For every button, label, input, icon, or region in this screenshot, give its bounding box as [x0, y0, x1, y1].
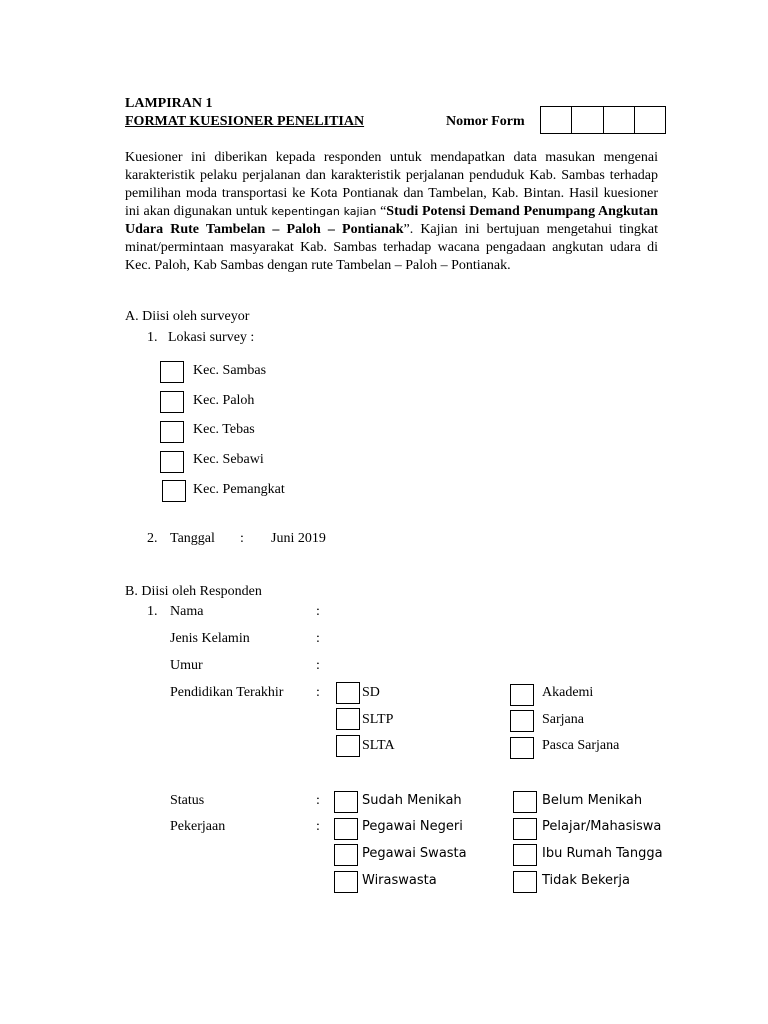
intro-paragraph [125, 149, 658, 275]
survey-location-question: 1. Lokasi survey : [147, 330, 255, 345]
appendix-label: LAMPIRAN 1 [125, 96, 213, 111]
option-sarjana: Sarjana [542, 712, 584, 727]
checkbox-sd[interactable] [336, 682, 360, 704]
checkbox-sltp[interactable] [336, 708, 360, 730]
occupation-colon: : [316, 819, 320, 834]
option-belum-menikah: Belum Menikah [542, 793, 643, 808]
intro-open-quote: “ [376, 204, 387, 219]
form-number-digit[interactable] [604, 107, 635, 133]
option-kec-pemangkat: Kec. Pemangkat [193, 482, 285, 497]
gender-label: Jenis Kelamin [170, 631, 250, 646]
checkbox-sarjana[interactable] [510, 710, 534, 732]
date-colon: : [240, 531, 244, 546]
checkbox-wiraswasta[interactable] [334, 871, 358, 893]
option-pegawai-negeri: Pegawai Negeri [362, 819, 463, 834]
option-kec-tebas: Kec. Tebas [193, 422, 255, 437]
checkbox-belum-menikah[interactable] [513, 791, 537, 813]
checkbox-pegawai-swasta[interactable] [334, 844, 358, 866]
name-label: Nama [170, 604, 204, 619]
section-b-heading: B. Diisi oleh Responden [125, 584, 262, 599]
education-label: Pendidikan Terakhir [170, 685, 284, 700]
checkbox-kec-sebawi[interactable] [160, 451, 184, 473]
option-ibu-rumah-tangga: Ibu Rumah Tangga [542, 846, 663, 861]
option-sltp: SLTP [362, 712, 394, 727]
checkbox-kec-sambas[interactable] [160, 361, 184, 383]
option-wiraswasta: Wiraswasta [362, 873, 437, 888]
status-label: Status [170, 793, 205, 808]
option-sd: SD [362, 685, 380, 700]
name-colon: : [316, 604, 320, 619]
age-colon: : [316, 658, 320, 673]
option-akademi: Akademi [542, 685, 594, 700]
gender-colon: : [316, 631, 320, 646]
option-kec-sebawi: Kec. Sebawi [193, 452, 264, 467]
option-slta: SLTA [362, 738, 395, 753]
occupation-label: Pekerjaan [170, 819, 226, 834]
intro-text-1: Kuesioner ini diberikan kepada responden untuk mendapatkan data masukan mengenai karakteristik pelaku perjalanan dan karakteristik perjalanan penduduk Kab. Sambas terhadap pemilihan moda transportasi ke Kota Pontianak dan Tambelan, Kab. Bintan. Hasil kuesioner ini akan digunakan untuk [125, 150, 658, 219]
checkbox-slta[interactable] [336, 735, 360, 757]
intro-handwritten-text: kepentingan kajian [271, 205, 377, 218]
checkbox-pasca-sarjana[interactable] [510, 737, 534, 759]
document-title: FORMAT KUESIONER PENELITIAN [125, 114, 365, 129]
checkbox-ibu-rumah-tangga[interactable] [513, 844, 537, 866]
option-sudah-menikah: Sudah Menikah [362, 793, 462, 808]
option-pelajar-mahasiswa: Pelajar/Mahasiswa [542, 819, 662, 834]
checkbox-kec-tebas[interactable] [160, 421, 184, 443]
age-label: Umur [170, 658, 203, 673]
status-colon: : [316, 793, 320, 808]
option-pasca-sarjana: Pasca Sarjana [542, 738, 620, 753]
study-title: Studi Potensi Demand Penumpang Angkutan Udara Rute Tambelan – Paloh – Pontianak [125, 204, 658, 237]
checkbox-pelajar-mahasiswa[interactable] [513, 818, 537, 840]
form-number-digit[interactable] [635, 107, 665, 133]
form-number-label: Nomor Form [446, 114, 525, 129]
form-number-digit[interactable] [541, 107, 572, 133]
option-kec-sambas: Kec. Sambas [193, 363, 267, 378]
intro-text-2: ”. Kajian ini bertujuan mengetahui tingkat minat/permintaan masyarakat Kab. Sambas terhadap wacana pengadaan angkutan udara di Kec. Paloh, Kab Sambas dengan rute Tambelan – Paloh – Pontianak. [125, 222, 658, 273]
form-number-digit[interactable] [572, 107, 603, 133]
option-pegawai-swasta: Pegawai Swasta [362, 846, 467, 861]
option-tidak-bekerja: Tidak Bekerja [542, 873, 630, 888]
checkbox-kec-pemangkat[interactable] [162, 480, 186, 502]
checkbox-pegawai-negeri[interactable] [334, 818, 358, 840]
checkbox-sudah-menikah[interactable] [334, 791, 358, 813]
date-label: Tanggal [170, 531, 215, 546]
date-question-number: 2. [147, 531, 158, 546]
education-colon: : [316, 685, 320, 700]
form-number-boxes[interactable] [540, 106, 666, 134]
respondent-question-number: 1. [147, 604, 158, 619]
option-kec-paloh: Kec. Paloh [193, 393, 255, 408]
date-value: Juni 2019 [271, 531, 326, 546]
checkbox-tidak-bekerja[interactable] [513, 871, 537, 893]
checkbox-kec-paloh[interactable] [160, 391, 184, 413]
checkbox-akademi[interactable] [510, 684, 534, 706]
section-a-heading: A. Diisi oleh surveyor [125, 309, 250, 324]
